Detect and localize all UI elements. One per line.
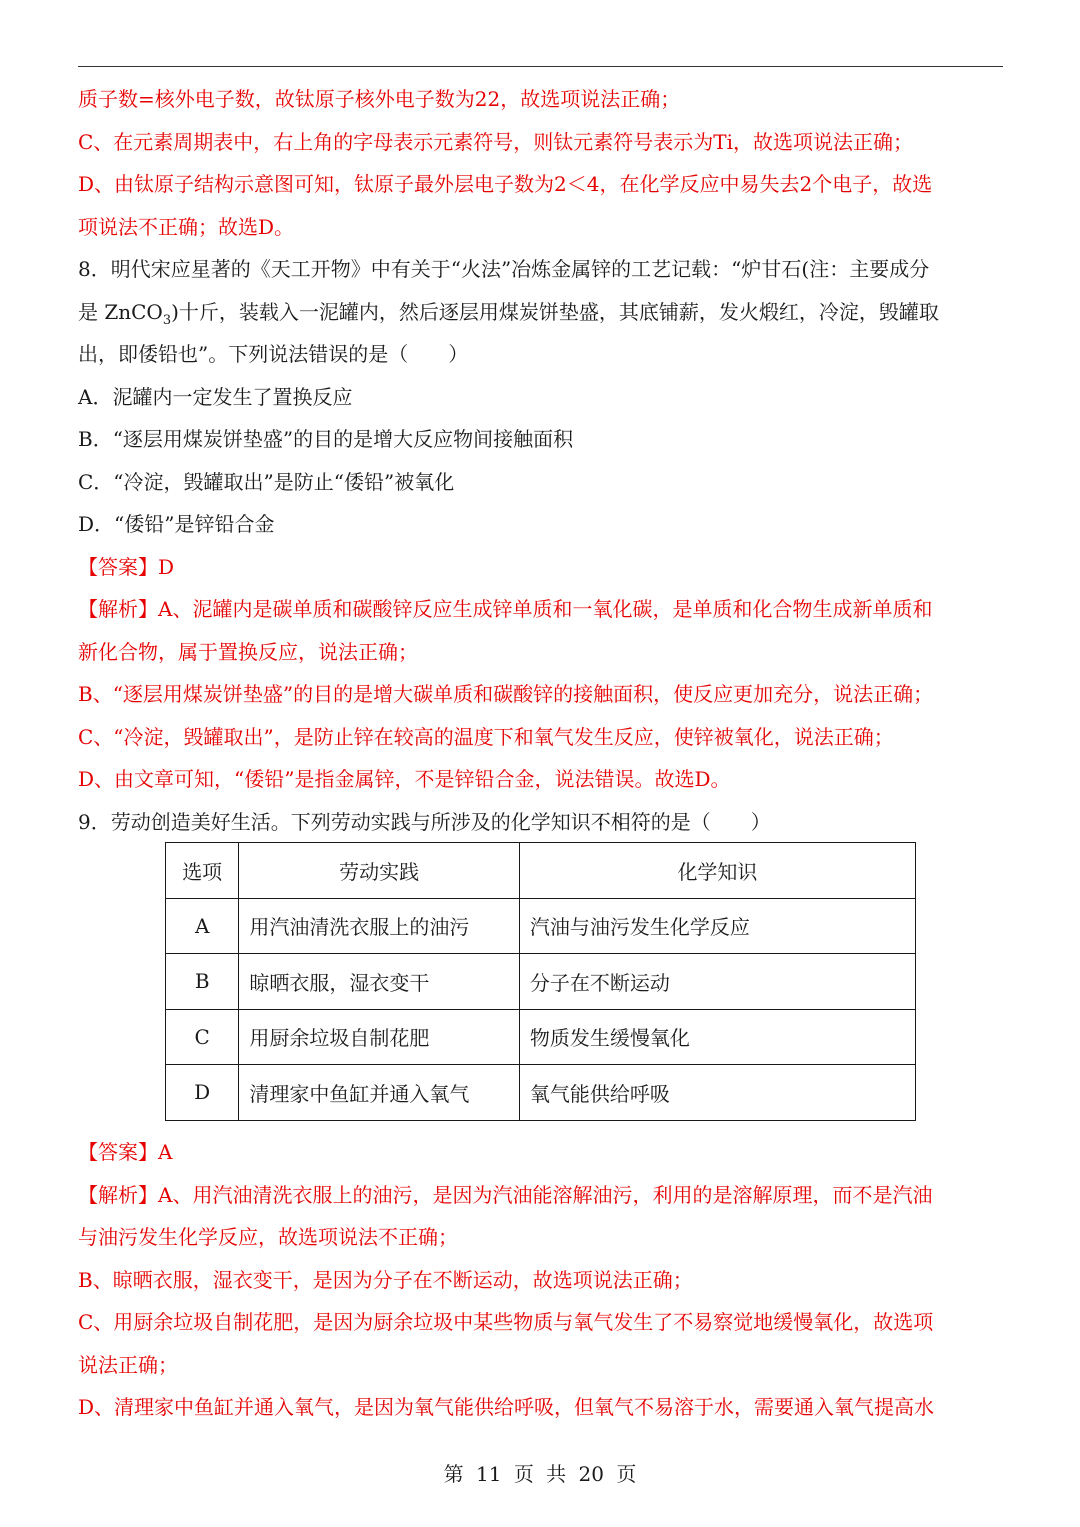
analysis-line: C、用厨余垃圾自制花肥，是因为厨余垃圾中某些物质与氧气发生了不易察觉地缓慢氧化，故选项 bbox=[78, 1310, 934, 1334]
answer-line bbox=[78, 1131, 1004, 1174]
table-cell: 清理家中鱼缸并通入氧气 bbox=[239, 1065, 519, 1121]
answer-value: A bbox=[158, 1140, 173, 1164]
text-line: 项说法不正确；故选D。 bbox=[78, 214, 295, 239]
emphasis-char: 符 · bbox=[631, 810, 651, 834]
table-header-cell: 选项 bbox=[166, 843, 239, 899]
table-header-cell: 化学知识 bbox=[519, 843, 915, 899]
question-8-stem-line3: 出，即倭铅也”。下列说法错误的是（ ） bbox=[78, 342, 469, 366]
stem-text: 的是（ ） bbox=[650, 809, 771, 834]
page-footer: 第 11 页 共 20 页 bbox=[443, 1462, 637, 1486]
answer-tag: 【答案】 bbox=[78, 1140, 158, 1164]
analysis-text: A、用汽油清洗衣服上的油污，是因为汽油能溶解油污，利用的是溶解原理，而不是汽油 bbox=[158, 1182, 933, 1207]
option-b: B．“逐层用煤炭饼垫盛”的目的是增大反应物间接触面积 bbox=[78, 427, 574, 451]
table-cell: 汽油与油污发生化学反应 bbox=[519, 898, 915, 954]
table-cell: 用厨余垃圾自制花肥 bbox=[239, 1009, 519, 1065]
analysis-line: B、晾晒衣服，湿衣变干，是因为分子在不断运动，故选项说法正确； bbox=[78, 1267, 693, 1292]
stem-text: )十斤，装载入一泥罐内，然后逐层用煤炭饼垫盛，其底铺薪，发火煅红，冷淀，毁罐取 bbox=[171, 299, 939, 324]
table-cell: B bbox=[166, 954, 239, 1010]
stem-text: 是 ZnCO bbox=[78, 299, 163, 324]
option-d: D．“倭铅”是锌铅合金 bbox=[78, 512, 275, 536]
header-rule bbox=[78, 66, 1003, 67]
table-cell: D bbox=[166, 1065, 239, 1121]
text-line: D、由钛原子结构示意图可知，钛原子最外层电子数为2＜4，在化学反应中易失去2个电子，故选 bbox=[78, 172, 933, 196]
analysis-line: C、“冷淀，毁罐取出”，是防止锌在较高的温度下和氧气发生反应，使锌被氧化，说法正确； bbox=[78, 724, 894, 749]
question-9-table bbox=[165, 842, 916, 1121]
analysis-line bbox=[78, 1174, 1004, 1217]
table-cell: A bbox=[166, 898, 239, 954]
answer-line bbox=[78, 546, 1004, 589]
table-header-row bbox=[166, 843, 916, 899]
analysis-text: A、泥罐内是碳单质和碳酸锌反应生成锌单质和一氧化碳，是单质和化合物生成新单质和 bbox=[158, 597, 933, 621]
table-row bbox=[166, 954, 916, 1010]
question-8-stem: 8．明代宋应星著的《天工开物》中有关于“火法”冶炼金属锌的工艺记载：“炉甘石(注：主要成分 bbox=[78, 257, 930, 281]
analysis-line bbox=[78, 588, 1004, 631]
analysis-line: 与油污发生化学反应，故选项说法不正确； bbox=[78, 1225, 458, 1249]
emphasis-char: 相 · bbox=[611, 810, 631, 834]
table-header-cell: 劳动实践 bbox=[239, 843, 519, 899]
question-8-stem-line2 bbox=[78, 291, 1004, 334]
option-c: C．“冷淀，毁罐取出”是防止“倭铅”被氧化 bbox=[78, 469, 455, 494]
analysis-tag: 【解析】 bbox=[78, 597, 158, 621]
table-row bbox=[166, 1065, 916, 1121]
answer-value: D bbox=[158, 554, 175, 579]
table-cell: 物质发生缓慢氧化 bbox=[519, 1009, 915, 1065]
emphasis-char: 不 · bbox=[591, 810, 611, 834]
analysis-line: 说法正确； bbox=[78, 1352, 178, 1377]
question-9-stem bbox=[78, 801, 1004, 844]
table-row bbox=[166, 1009, 916, 1065]
analysis-line: D、由文章可知，“倭铅”是指金属锌，不是锌铅合金，说法错误。故选D。 bbox=[78, 767, 731, 791]
answer-tag: 【答案】 bbox=[78, 554, 158, 579]
analysis-tag: 【解析】 bbox=[78, 1182, 158, 1207]
table-cell: 分子在不断运动 bbox=[519, 954, 915, 1010]
analysis-line: D、清理家中鱼缸并通入氧气，是因为氧气能供给呼吸，但氧气不易溶于水，需要通入氧气提高水 bbox=[78, 1395, 935, 1419]
table-cell: C bbox=[166, 1009, 239, 1065]
subscript: 3 bbox=[162, 312, 172, 328]
stem-text: 9．劳动创造美好生活。下列劳动实践与所涉及的化学知识 bbox=[78, 809, 591, 834]
text-line: C、在元素周期表中，右上角的字母表示元素符号，则钛元素符号表示为Ti，故选项说法正确； bbox=[78, 129, 914, 154]
question-9-answer-block bbox=[78, 1131, 1004, 1429]
table-cell: 晾晒衣服，湿衣变干 bbox=[239, 954, 519, 1010]
page-content bbox=[78, 78, 1004, 843]
table-row bbox=[166, 898, 916, 954]
analysis-line: B、“逐层用煤炭饼垫盛”的目的是增大碳单质和碳酸锌的接触面积，使反应更加充分，说法正确； bbox=[78, 682, 934, 706]
table-cell: 氧气能供给呼吸 bbox=[519, 1065, 915, 1121]
option-a: A．泥罐内一定发生了置换反应 bbox=[78, 384, 353, 409]
text-line: 质子数=核外电子数，故钛原子核外电子数为22，故选项说法正确； bbox=[78, 87, 681, 111]
analysis-line: 新化合物，属于置换反应，说法正确； bbox=[78, 639, 418, 664]
table-cell: 用汽油清洗衣服上的油污 bbox=[239, 898, 519, 954]
